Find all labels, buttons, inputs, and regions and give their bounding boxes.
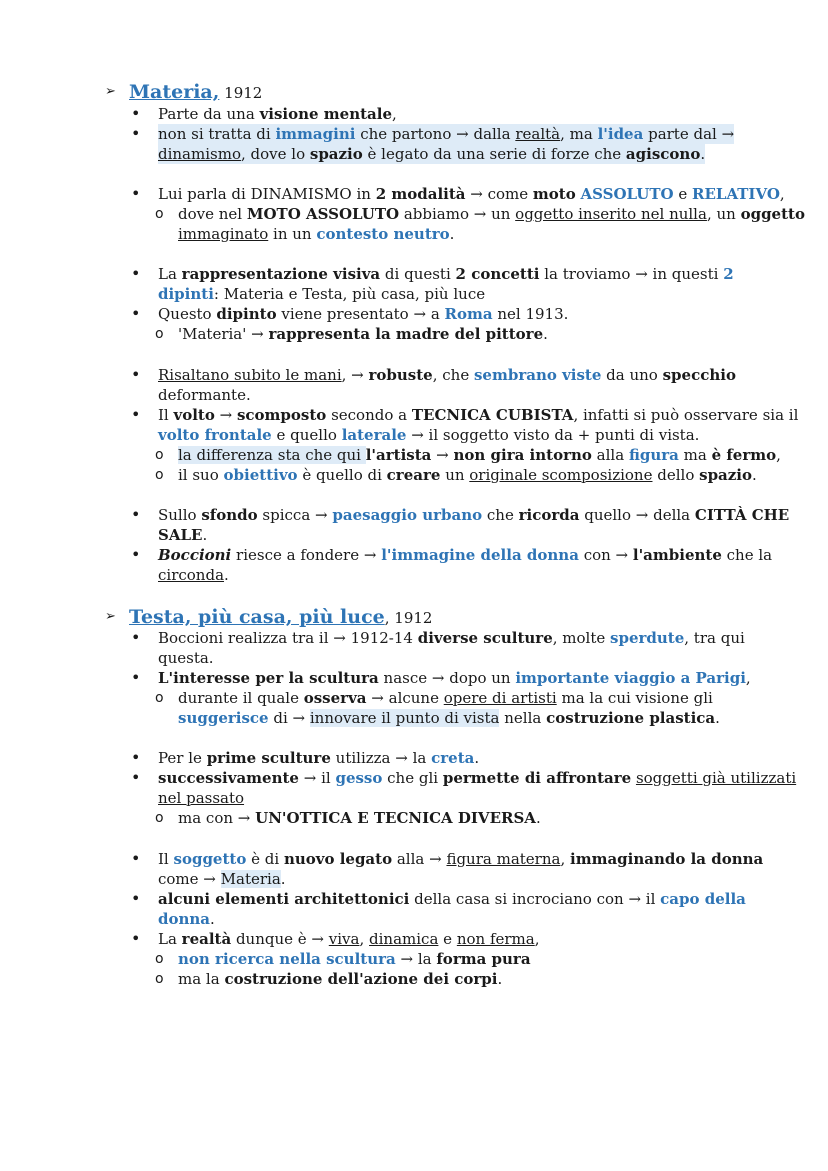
text-span: in un — [268, 225, 317, 243]
sub-list-item — [178, 808, 541, 828]
text-span: nuovo legato — [283, 850, 393, 868]
text-span: La — [158, 930, 182, 948]
text-span: volto — [173, 406, 215, 424]
section-title: Testa, più casa, più luce — [129, 606, 385, 628]
text-span: , — [392, 105, 397, 123]
list-item — [158, 748, 479, 768]
list-item — [158, 304, 568, 324]
text-span: contesto neutro — [316, 225, 450, 243]
text-span: laterale — [341, 426, 407, 444]
text-span: 'Materia' → — [178, 325, 269, 343]
list-item-continuation — [158, 788, 244, 808]
text-span: figura — [628, 446, 679, 464]
text-span: . — [224, 566, 229, 584]
text-span: nasce → dopo un — [378, 669, 516, 687]
list-item-continuation — [158, 525, 207, 545]
text-span: costruzione dell'azione dei corpi — [224, 970, 498, 988]
text-span: innovare il punto di vista — [309, 709, 500, 727]
section-heading-materia — [129, 80, 262, 105]
text-span: → il soggetto visto da + punti di vista. — [406, 426, 700, 444]
list-item-continuation — [158, 144, 705, 164]
text-span: volto frontale — [158, 426, 272, 444]
text-span: nella — [499, 709, 547, 727]
section-arrow-icon: ➢ — [105, 609, 116, 624]
list-item-continuation — [158, 909, 215, 929]
text-span: viene presentato → a — [276, 305, 445, 323]
text-span: , molte — [552, 629, 611, 647]
sub-list-item — [178, 324, 548, 344]
sub-bullet-icon: o — [155, 951, 164, 967]
text-span: viva — [328, 930, 360, 948]
text-span: alcuni elementi architettonici — [158, 890, 410, 908]
text-span: importante viaggio a Parigi — [515, 669, 746, 687]
text-span: , che — [432, 366, 474, 384]
sub-bullet-icon: o — [155, 467, 164, 483]
text-span: RELATIVO — [692, 185, 780, 203]
bullet-icon: • — [131, 849, 141, 868]
text-span: ma la cui visione gli — [556, 689, 713, 707]
bullet-icon: • — [131, 304, 141, 323]
sub-list-item-continuation — [178, 708, 720, 728]
text-span: ricorda — [518, 506, 580, 524]
text-span: forma pura — [436, 950, 531, 968]
sub-list-item-continuation — [178, 224, 454, 244]
text-span: è legato da una serie di forze che — [362, 145, 626, 163]
text-span: UN'OTTICA E TECNICA DIVERSA — [255, 809, 536, 827]
text-span: Roma — [444, 305, 493, 323]
text-span: osserva — [303, 689, 367, 707]
text-span: questa. — [158, 649, 214, 667]
sub-bullet-icon: o — [155, 971, 164, 987]
list-item — [158, 929, 540, 949]
section-arrow-icon: ➢ — [105, 84, 116, 99]
text-span: gesso — [335, 769, 383, 787]
text-span: immagini — [275, 125, 356, 143]
text-span: immaginato — [178, 225, 269, 243]
sub-bullet-icon: o — [155, 690, 164, 706]
text-span: l'idea — [597, 125, 644, 143]
text-span: , → — [341, 366, 369, 384]
text-span: spazio — [699, 466, 752, 484]
text-span: l'artista — [365, 446, 432, 464]
text-span: . — [449, 225, 455, 243]
text-span: soggetto — [173, 850, 247, 868]
text-span: permette di affrontare — [442, 769, 632, 787]
list-item-continuation — [158, 869, 286, 889]
text-span: deformante. — [158, 386, 251, 404]
bullet-icon: • — [131, 668, 141, 687]
text-span: prime sculture — [206, 749, 331, 767]
list-item-continuation — [158, 385, 251, 405]
text-span: L'interesse per la scultura — [158, 669, 379, 687]
text-span: suggerisce — [178, 709, 269, 727]
text-span: creta — [431, 749, 475, 767]
text-span: che — [482, 506, 519, 524]
text-span: non si tratta di — [158, 125, 276, 143]
text-span: dello — [652, 466, 700, 484]
text-span: di → — [268, 709, 310, 727]
text-span: 2 modalità — [375, 185, 466, 203]
text-span: ASSOLUTO — [580, 185, 674, 203]
text-span: agiscono — [625, 145, 701, 163]
text-span: . — [543, 325, 548, 343]
text-span: opere di artisti — [443, 689, 557, 707]
sub-bullet-icon: o — [155, 447, 164, 463]
list-item — [158, 184, 785, 204]
text-span: oggetto — [740, 205, 805, 223]
list-item-continuation — [158, 425, 699, 445]
bullet-icon: • — [131, 889, 141, 908]
list-item — [158, 365, 736, 385]
list-item-continuation — [158, 284, 485, 304]
text-span: che gli — [382, 769, 443, 787]
text-span: → come — [465, 185, 533, 203]
text-span: rappresentazione visiva — [181, 265, 381, 283]
text-span: alla — [591, 446, 629, 464]
list-item — [158, 405, 798, 425]
text-span: è fermo — [711, 446, 777, 464]
text-span: Per le — [158, 749, 207, 767]
sub-bullet-icon: o — [155, 326, 164, 342]
list-item — [158, 545, 772, 565]
text-span: : Materia e Testa, più casa, più luce — [213, 285, 486, 303]
list-item-continuation — [158, 565, 229, 585]
text-span: . — [474, 749, 480, 767]
text-span: abbiamo → un — [399, 205, 516, 223]
text-span: , — [745, 669, 751, 687]
text-span: 2 — [723, 265, 734, 283]
text-span: durante il quale — [178, 689, 304, 707]
sub-list-item — [178, 465, 757, 485]
text-span: spazio — [309, 145, 363, 163]
list-item — [158, 849, 763, 869]
section-year: , 1912 — [384, 609, 433, 627]
section-title: Materia, — [129, 81, 220, 103]
text-span: → — [214, 406, 237, 424]
text-span: . — [210, 910, 215, 928]
text-span: da uno — [601, 366, 663, 384]
text-span: → alcune — [366, 689, 444, 707]
text-span: dipinto — [216, 305, 277, 323]
list-item — [158, 104, 397, 124]
text-span: . — [280, 870, 286, 888]
text-span: dunque è → — [231, 930, 329, 948]
text-span: originale scomposizione — [469, 466, 653, 484]
text-span: l'ambiente — [632, 546, 722, 564]
text-span: → — [431, 446, 454, 464]
text-span: dinamica — [369, 930, 439, 948]
text-span: Il — [158, 406, 174, 424]
text-span: con → — [578, 546, 633, 564]
text-span: . — [202, 526, 208, 544]
text-span: → la — [395, 950, 437, 968]
text-span: robuste — [368, 366, 433, 384]
text-span: la differenza sta che qui — [178, 446, 366, 464]
list-item — [158, 505, 789, 525]
text-span: che partono → dalla — [355, 125, 516, 143]
text-span: quello → della — [579, 506, 695, 524]
text-span: Questo — [158, 305, 217, 323]
text-span: oggetto inserito nel nulla — [515, 205, 707, 223]
text-span: visione mentale — [259, 105, 393, 123]
bullet-icon: • — [131, 768, 141, 787]
bullet-icon: • — [131, 184, 141, 203]
text-span: e quello — [271, 426, 342, 444]
sub-list-item — [178, 688, 713, 708]
text-span: di questi — [380, 265, 456, 283]
text-span: , ma — [560, 125, 598, 143]
list-item — [158, 668, 751, 688]
text-span: . — [535, 809, 541, 827]
text-span: nel 1913. — [492, 305, 569, 323]
text-span: la troviamo → in questi — [539, 265, 724, 283]
section-heading-testa — [129, 605, 432, 630]
text-span: , dove lo — [240, 145, 310, 163]
text-span: dove nel — [178, 205, 247, 223]
text-span: nel passato — [158, 789, 245, 807]
text-span: ma con → — [178, 809, 256, 827]
text-span: non ferma — [456, 930, 535, 948]
text-span: diverse sculture — [417, 629, 553, 647]
list-item — [158, 124, 734, 144]
text-span: Parte da una — [158, 105, 260, 123]
list-item-continuation — [158, 648, 214, 668]
text-span: il suo — [178, 466, 224, 484]
text-span: . — [497, 970, 503, 988]
text-span: Il — [158, 850, 174, 868]
section-year: 1912 — [224, 84, 263, 102]
text-span: paesaggio urbano — [332, 506, 483, 524]
list-item — [158, 889, 746, 909]
bullet-icon: • — [131, 929, 141, 948]
list-item — [158, 768, 796, 788]
text-span: realtà — [515, 125, 561, 143]
text-span: dinamismo — [158, 145, 241, 163]
text-span: obiettivo — [223, 466, 298, 484]
sub-list-item — [178, 204, 805, 224]
text-span: , — [534, 930, 540, 948]
text-span: Lui parla di DINAMISMO in — [158, 185, 376, 203]
text-span: SALE — [158, 526, 203, 544]
bullet-icon: • — [131, 628, 141, 647]
text-span: spicca → — [257, 506, 333, 524]
bullet-icon: • — [131, 104, 141, 123]
sub-list-item — [178, 949, 531, 969]
sub-bullet-icon: o — [155, 206, 164, 222]
text-span: come → — [158, 870, 221, 888]
text-span: immaginando la donna — [570, 850, 764, 868]
text-span: non ricerca nella scultura — [178, 950, 396, 968]
text-span: → il — [298, 769, 336, 787]
text-span: successivamente — [158, 769, 299, 787]
text-span: ma la — [178, 970, 225, 988]
bullet-icon: • — [131, 264, 141, 283]
bullet-icon: • — [131, 545, 141, 564]
text-span: costruzione plastica — [546, 709, 716, 727]
text-span: Boccioni — [158, 546, 232, 564]
text-span: sfondo — [201, 506, 258, 524]
sub-list-item — [178, 445, 781, 465]
bullet-icon: • — [131, 124, 141, 143]
bullet-icon: • — [131, 505, 141, 524]
text-span: Boccioni realizza tra il → 1912-14 — [158, 629, 418, 647]
text-span: circonda — [158, 566, 225, 584]
text-span: scomposto — [236, 406, 327, 424]
text-span: riesce a fondere → — [231, 546, 382, 564]
text-span: , — [779, 185, 785, 203]
text-span: sembrano viste — [473, 366, 602, 384]
text-span: parte dal → — [643, 125, 735, 143]
text-span: è di — [246, 850, 284, 868]
text-span: rappresenta la madre del pittore — [268, 325, 544, 343]
text-span: . — [752, 466, 757, 484]
text-span: alla → — [392, 850, 447, 868]
text-span: Materia — [220, 870, 281, 888]
text-span: è quello di — [297, 466, 387, 484]
text-span: specchio — [662, 366, 736, 384]
text-span: capo della — [660, 890, 746, 908]
text-span: secondo a — [326, 406, 412, 424]
text-span: Sullo — [158, 506, 202, 524]
bullet-icon: • — [131, 748, 141, 767]
bullet-icon: • — [131, 405, 141, 424]
text-span: Risaltano subito le mani — [158, 366, 342, 384]
text-span: , — [359, 930, 370, 948]
text-span: della casa si incrociano con → il — [409, 890, 661, 908]
text-span: donna — [158, 910, 211, 928]
text-span: CITTÀ CHE — [694, 506, 790, 524]
text-span: un — [440, 466, 470, 484]
text-span: l'immagine della donna — [381, 546, 579, 564]
text-span: che la — [721, 546, 773, 564]
text-span: TECNICA CUBISTA — [411, 406, 574, 424]
text-span: e — [438, 930, 457, 948]
text-span: ma — [678, 446, 712, 464]
text-span: utilizza → la — [330, 749, 432, 767]
text-span: La — [158, 265, 182, 283]
list-item — [158, 628, 745, 648]
text-span: non gira intorno — [453, 446, 592, 464]
text-span: . — [700, 145, 706, 163]
list-item — [158, 264, 734, 284]
text-span: figura materna — [446, 850, 561, 868]
text-span: realtà — [181, 930, 232, 948]
text-span: moto — [532, 185, 576, 203]
bullet-icon: • — [131, 365, 141, 384]
sub-list-item — [178, 969, 502, 989]
text-span: creare — [386, 466, 441, 484]
text-span: e — [673, 185, 692, 203]
text-span: , tra qui — [684, 629, 745, 647]
text-span: , un — [706, 205, 741, 223]
sub-bullet-icon: o — [155, 810, 164, 826]
text-span: MOTO ASSOLUTO — [246, 205, 400, 223]
text-span: , infatti si può osservare sia il — [573, 406, 799, 424]
text-span: 2 concetti — [455, 265, 540, 283]
text-span: sperdute — [610, 629, 685, 647]
text-span: dipinti — [158, 285, 214, 303]
text-span: , — [776, 446, 781, 464]
text-span: . — [715, 709, 720, 727]
text-span: soggetti già utilizzati — [635, 769, 797, 787]
text-span: , — [560, 850, 570, 868]
